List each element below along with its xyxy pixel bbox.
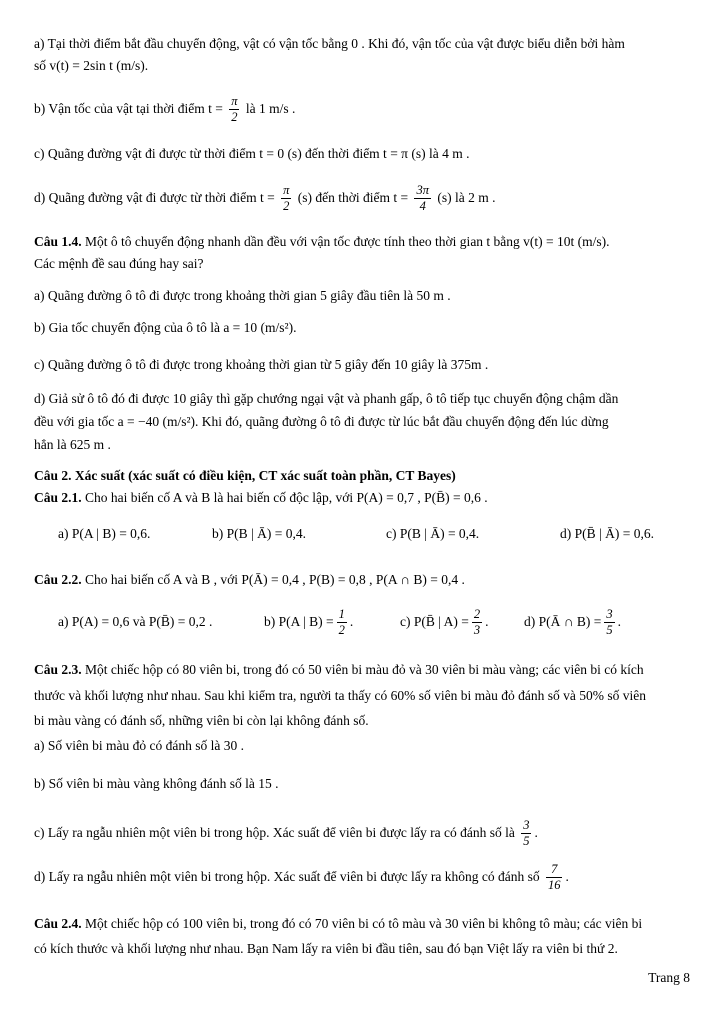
q22-option-d: d) P(Ā ∩ B) = $\frac{3}{5}$ .: [524, 607, 621, 638]
q21-option-a: a) P(A | B) = 0,6.: [58, 526, 151, 541]
p1-c: c) Quãng đường vật đi được từ thời điểm t = 0 (s) đến thời điểm t = π (s) là 4 m .: [34, 146, 470, 161]
p1-b: b) Vận tốc của vật tại thời điểm t = $\frac{\pi}{2}$ là 1 m/s .: [34, 94, 296, 125]
fraction: $\frac{\pi}{2}$: [231, 94, 238, 125]
q23-b: b) Số viên bi màu vàng không đánh số là 15 .: [34, 776, 279, 791]
q23-c: c) Lấy ra ngẫu nhiên một viên bi trong hộp. Xác suất để viên bi được lấy ra có đánh số là $\frac{3}{5}$ .: [34, 818, 538, 849]
q14-c: c) Quãng đường ô tô đi được trong khoảng thời gian từ 5 giây đến 10 giây là 375m .: [34, 357, 489, 372]
q14-line1: Câu 1.4. Một ô tô chuyển động nhanh dần đều với vận tốc được tính theo thời gian t bằng v(t) = 10t (m/s).: [34, 234, 610, 249]
q22-option-a: a) P(A) = 0,6 và P(B̄) = 0,2 .: [58, 614, 213, 629]
p1-a-line2: số v(t) = 2sin t (m/s).: [34, 58, 149, 73]
q22-option-c: c) P(B̄ | A) = $\frac{2}{3}$ .: [400, 607, 489, 638]
q23-line3: bi màu vàng có đánh số, những viên bi còn lại không đánh số.: [34, 713, 369, 728]
q22-statement: Câu 2.2. Cho hai biến cố A và B , với P(Ā) = 0,4 , P(B) = 0,8 , P(A ∩ B) = 0,4 .: [34, 572, 465, 587]
q14-line2: Các mệnh đề sau đúng hay sai?: [34, 256, 204, 271]
q2-heading: Câu 2. Xác suất (xác suất có điều kiện, CT xác suất toàn phần, CT Bayes): [34, 468, 456, 483]
q23-a: a) Số viên bi màu đỏ có đánh số là 30 .: [34, 738, 244, 753]
q21-option-c: c) P(B | Ā) = 0,4.: [386, 526, 480, 541]
q14-d-line1: d) Giả sử ô tô đó đi được 10 giây thì gặp chướng ngại vật và phanh gấp, ô tô tiếp tục chuyển động chậm dần: [34, 391, 619, 406]
q21-statement: Câu 2.1. Cho hai biến cố A và B là hai biến cố độc lập, với P(A) = 0,7 , P(B̄) = 0,6 .: [34, 490, 488, 505]
q24-line2: có kích thước và khối lượng như nhau. Bạn Nam lấy ra viên bi đầu tiên, sau đó bạn Việt lấy ra viên bi thứ 2.: [34, 941, 618, 956]
q23-line1: Câu 2.3. Một chiếc hộp có 80 viên bi, trong đó có 50 viên bi màu đỏ và 30 viên bi màu vàng; các viên bi có kích: [34, 662, 644, 677]
q14-title: Câu 1.4.: [34, 234, 82, 249]
p1-d: d) Quãng đường vật đi được từ thời điểm t = $\frac{\pi}{2}$ (s) đến thời điểm t = $\frac{3\pi}{4}$ (s) là 2 m .: [34, 183, 496, 214]
q24-line1: Câu 2.4. Một chiếc hộp có 100 viên bi, trong đó có 70 viên bi có tô màu và 30 viên bi không tô màu; các viên bi: [34, 916, 643, 931]
q21-option-d: d) P(B̄ | Ā) = 0,6.: [560, 526, 654, 541]
p1-a-line1: a) Tại thời điểm bắt đầu chuyển động, vật có vận tốc bằng 0 . Khi đó, vận tốc của vật được biểu diễn bởi hàm: [34, 36, 625, 51]
q14-a: a) Quãng đường ô tô đi được trong khoảng thời gian 5 giây đầu tiên là 50 m .: [34, 288, 451, 303]
q14-b: b) Gia tốc chuyển động của ô tô là a = 10 (m/s²).: [34, 320, 297, 335]
q14-d-line2: đều với gia tốc a = −40 (m/s²). Khi đó, quãng đường ô tô đi được từ lúc bắt đầu chuyển động đến lúc dừng: [34, 414, 609, 429]
page-number: Trang 8: [648, 970, 690, 985]
q14-d-line3: hẳn là 625 m .: [34, 437, 111, 452]
q23-line2: thước và khối lượng như nhau. Sau khi kiểm tra, người ta thấy có 60% số viên bi màu đỏ đánh số và 50% số viên: [34, 688, 646, 703]
q22-option-b: b) P(A | B) = $\frac{1}{2}$ .: [264, 607, 354, 638]
q21-option-b: b) P(B | Ā) = 0,4.: [212, 526, 306, 541]
q23-d: d) Lấy ra ngẫu nhiên một viên bi trong hộp. Xác suất để viên bi được lấy ra không có đánh số $\frac{7}{16}$ .: [34, 862, 569, 893]
